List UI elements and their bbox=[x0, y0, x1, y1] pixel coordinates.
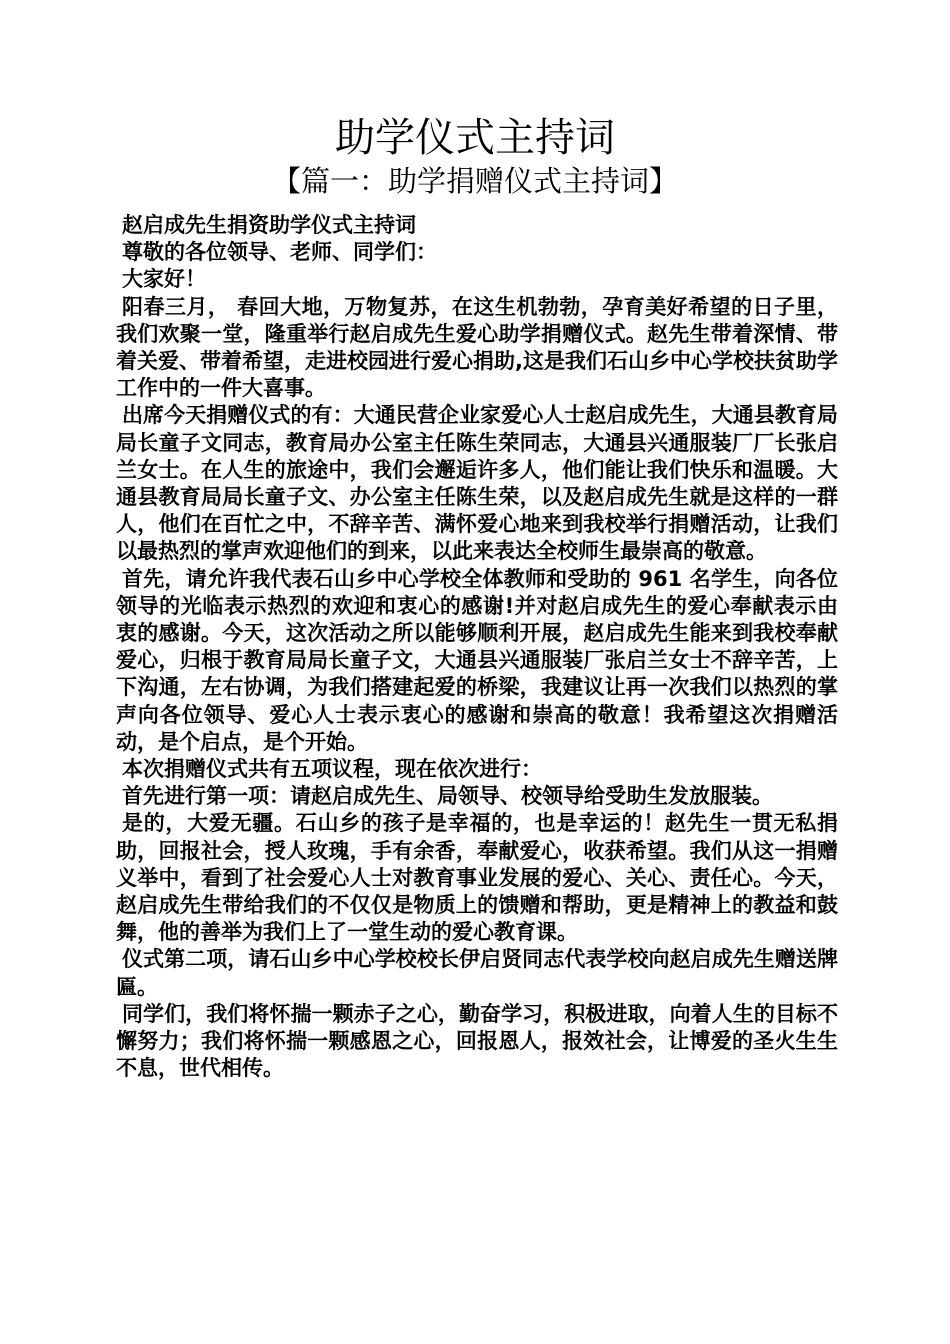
paragraph-salutation: 尊敬的各位领导、老师、同学们： bbox=[122, 240, 437, 265]
paragraph-heading: 赵启成先生捐资助学仪式主持词 bbox=[122, 213, 416, 237]
document-subtitle: 【篇一：助学捐赠仪式主持词】 bbox=[271, 164, 678, 198]
paragraph-thanks: 首先，请允许我代表石山乡中心学校全体教师和受助的 961 名学生，向各位领导的光临表示热烈的欢迎和衷心的感谢!并对赵启成先生的爱心奉献表示由衷的感谢。今天，这次活动之所以能够顺利开展，赵启成先生能来到我校奉献爱心，归根于教育局局长童子文，大通县兴通服装厂张启兰女士不辞辛苦，上下沟通，左右协调，为我们搭建起爱的桥梁，我建议让再一次我们以热烈的掌声向各位领导、爱心人士表示衷心的感谢和崇高的敬意！我希望这次捐赠活动，是个启点，是个开始。 bbox=[116, 566, 838, 754]
document-title: 助学仪式主持词 bbox=[335, 115, 615, 161]
paragraph-students: 同学们，我们将怀揣一颗赤子之心，勤奋学习，积极进取，向着人生的目标不懈努力；我们将怀揣一颗感恩之心，回报恩人，报效社会，让博爱的圣火生生不息，世代相传。 bbox=[116, 1001, 838, 1081]
document-body bbox=[116, 212, 838, 1083]
paragraph-agenda: 本次捐赠仪式共有五项议程，现在依次进行： bbox=[122, 757, 542, 782]
paragraph-opening: 阳春三月， 春回大地，万物复苏，在这生机勃勃，孕育美好希望的日子里，我们欢聚一堂，隆重举行赵启成先生爱心助学捐赠仪式。赵先生带着深情、带着关爱、带着希望，走进校园进行爱心捐助,这是我们石山乡中心学校扶贫助学工作中的一件大喜事。 bbox=[116, 294, 838, 401]
paragraph-attendees: 出席今天捐赠仪式的有：大通民营企业家爱心人士赵启成先生，大通县教育局局长童子文同志，教育局办公室主任陈生荣同志，大通县兴通服装厂厂长张启兰女士。在人生的旅途中，我们会邂逅许多人，他们能让我们快乐和温暖。大通县教育局局长童子文、办公室主任陈生荣，以及赵启成先生就是这样的一群人，他们在百忙之中，不辞辛苦、满怀爱心地来到我校举行捐赠活动，让我们以最热烈的掌声欢迎他们的到来，以此来表达全校师生最崇高的敬意。 bbox=[116, 403, 838, 564]
paragraph-great-love: 是的，大爱无疆。石山乡的孩子是幸福的，也是幸运的！赵先生一贯无私捐助，回报社会，授人玫瑰，手有余香，奉献爱心，收获希望。我们从这一捐赠义举中，看到了社会爱心人士对教育事业发展的爱心、关心、责任心。今天，赵启成先生带给我们的不仅仅是物质上的馈赠和帮助，更是精神上的教益和鼓舞，他的善举为我们上了一堂生动的爱心教育课。 bbox=[116, 811, 838, 945]
paragraph-item-one: 首先进行第一项：请赵启成先生、局领导、校领导给受助生发放服装。 bbox=[122, 784, 773, 809]
paragraph-item-two: 仪式第二项，请石山乡中心学校校长伊启贤同志代表学校向赵启成先生赠送牌匾。 bbox=[116, 947, 838, 999]
paragraph-greeting: 大家好！ bbox=[122, 267, 206, 292]
